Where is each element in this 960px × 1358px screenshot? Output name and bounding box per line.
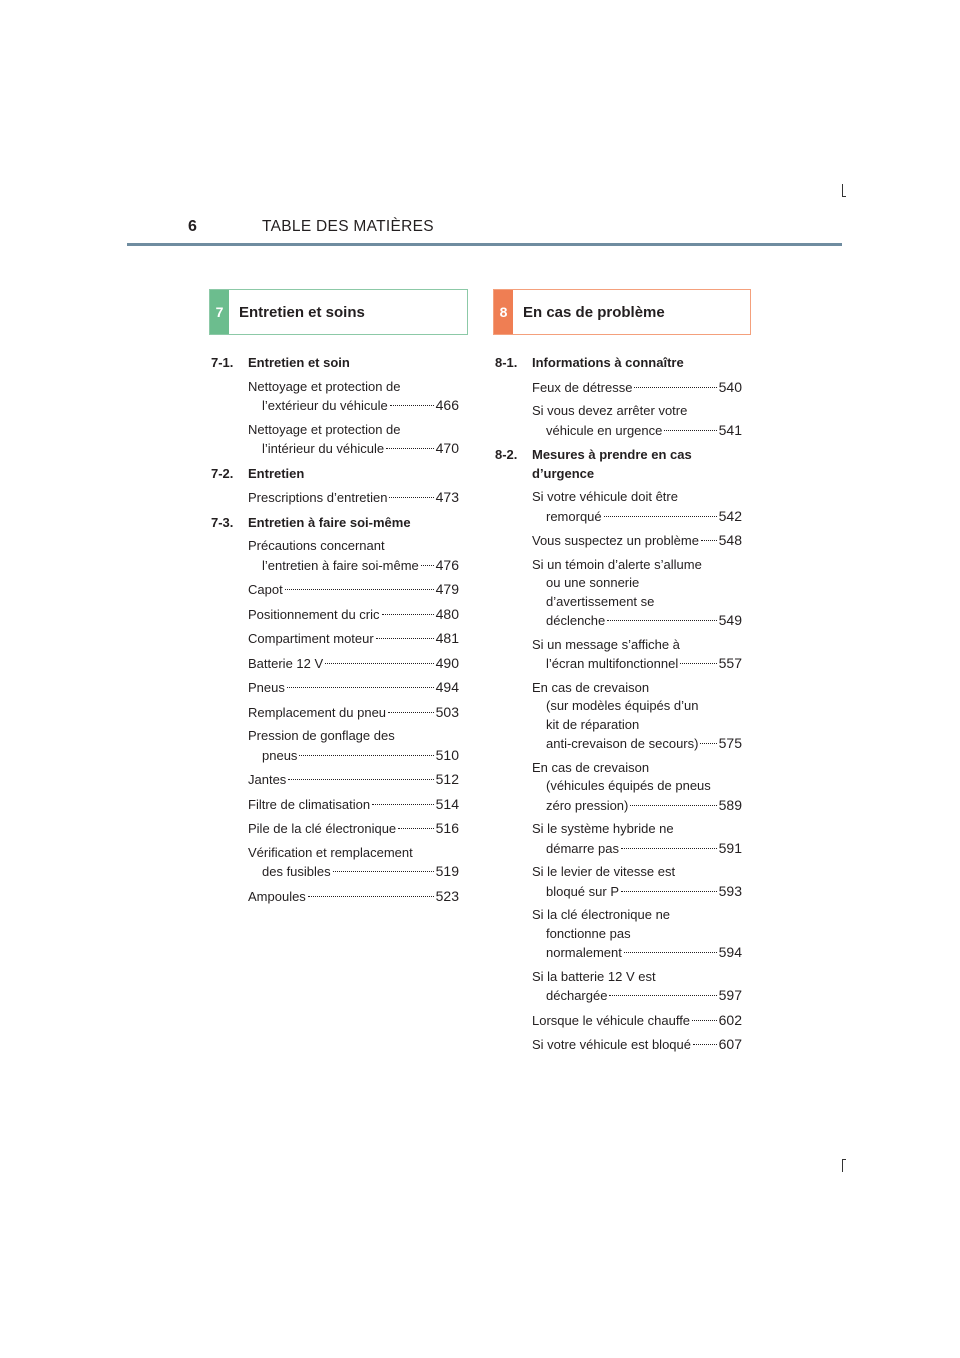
toc-entry[interactable] (532, 531, 742, 551)
chapter-8-header (493, 289, 751, 335)
entry-title: Positionnement du cric (248, 606, 380, 622)
entry-title: En cas de crevaison (532, 679, 650, 695)
entry-title: Si votre véhicule est bloqué (532, 1037, 691, 1052)
toc-entry[interactable] (532, 906, 742, 963)
section-title (248, 354, 459, 373)
entry-title-cont: fonctionne pas (546, 925, 631, 941)
section-title-text: Informations à connaître (532, 355, 684, 370)
toc-section (211, 514, 459, 907)
chapter-8-number: 8 (494, 290, 513, 334)
entry-line (248, 488, 459, 508)
entry-page-number: 516 (435, 820, 459, 836)
dot-leader (624, 952, 717, 953)
toc-entry[interactable] (248, 629, 459, 649)
dot-leader (299, 755, 433, 756)
section-number: 8-2. (495, 447, 518, 462)
entry-page-number: 481 (435, 630, 459, 646)
toc-entry[interactable] (248, 795, 459, 815)
crop-mark-bottom (842, 1159, 843, 1172)
section-title (248, 465, 459, 484)
entry-page-number: 480 (435, 605, 459, 622)
entry-line (248, 605, 459, 625)
entry-page-number: 549 (718, 612, 742, 628)
toc-entry[interactable] (248, 844, 459, 882)
page-title: TABLE DES MATIÈRES (262, 218, 434, 235)
entry-title: Nettoyage et protection de (248, 421, 401, 437)
entry-title-cont: anti-crevaison de secours) (546, 736, 699, 751)
entry-title: Pression de gonflage des (248, 728, 395, 743)
section-title (248, 514, 459, 533)
entry-line (532, 1011, 742, 1031)
section-number: 8-1. (495, 355, 518, 370)
crop-mark-top (842, 184, 843, 197)
entry-title: Pneus (248, 680, 285, 695)
entry-page-number: 494 (435, 679, 459, 695)
entry-line (532, 1035, 742, 1055)
toc-entry[interactable] (248, 703, 459, 723)
entry-line (532, 611, 742, 631)
dot-leader (376, 638, 434, 639)
header-rule (127, 243, 842, 246)
dot-leader (288, 779, 433, 780)
entry-page-number: 479 (435, 581, 459, 597)
dot-leader (389, 497, 433, 498)
dot-leader (680, 663, 716, 664)
toc-entry[interactable] (532, 820, 742, 858)
section-number: 7-2. (211, 465, 234, 481)
entry-title: Filtre de climatisation (248, 796, 371, 812)
entry-line (248, 795, 459, 815)
page-number: 6 (188, 218, 197, 235)
entry-page-number: 542 (718, 507, 742, 524)
entry-line (248, 862, 459, 882)
toc-section (495, 446, 742, 1055)
entry-line (248, 439, 459, 459)
entry-page-number: 607 (718, 1036, 742, 1052)
entry-title-cont: pneus (262, 747, 298, 763)
entry-title-cont: véhicule en urgence (546, 422, 663, 438)
dot-leader (325, 663, 433, 664)
section-title (532, 446, 742, 483)
entry-title-cont: (sur modèles équipés d’un (546, 698, 699, 713)
entry-page-number: 541 (718, 421, 742, 438)
entry-title: Si le système hybride ne (532, 821, 674, 836)
entry-title: Batterie 12 V (248, 655, 324, 671)
dot-leader (630, 805, 716, 806)
toc-entry[interactable] (532, 556, 742, 631)
dot-leader (700, 743, 716, 744)
entry-title-cont: l’écran multifonctionnel (546, 656, 679, 671)
entry-page-number: 602 (718, 1011, 742, 1028)
entry-page-number: 514 (435, 795, 459, 812)
entry-title: Compartiment moteur (248, 631, 374, 646)
entry-page-number: 540 (718, 378, 742, 395)
section-title (532, 354, 742, 373)
entry-title-cont: zéro pression) (546, 797, 629, 813)
entry-title: Si un message s’affiche à (532, 636, 680, 652)
dot-leader (398, 828, 433, 829)
dot-leader (388, 712, 434, 713)
entry-title: Vous suspectez un problème (532, 533, 699, 548)
toc-entry[interactable] (248, 580, 459, 600)
entry-line (248, 556, 459, 576)
toc-entry[interactable] (532, 968, 742, 1006)
toc-entry[interactable] (532, 402, 742, 440)
entry-title-cont: bloqué sur P (546, 883, 619, 899)
dot-leader (664, 430, 716, 431)
toc-entry[interactable] (248, 727, 459, 765)
toc-entry[interactable] (248, 887, 459, 907)
dot-leader (386, 448, 434, 449)
entry-title: Pile de la clé électronique (248, 821, 397, 836)
entry-line (532, 839, 742, 859)
toc-entry[interactable] (248, 537, 459, 575)
section-number: 7-3. (211, 514, 234, 530)
entry-page-number: 473 (435, 489, 459, 505)
entry-title-cont: déchargée (546, 988, 608, 1003)
entry-title: Nettoyage et protection de (248, 378, 401, 394)
toc-entry[interactable] (532, 759, 742, 816)
entry-title: Prescriptions d’entretien (248, 490, 388, 505)
dot-leader (285, 589, 434, 590)
dot-leader (609, 995, 716, 996)
entry-page-number: 466 (435, 397, 459, 413)
entry-title: Si le levier de vitesse est (532, 864, 676, 879)
toc-entry[interactable] (532, 679, 742, 754)
entry-page-number: 512 (435, 771, 459, 787)
section-title-text: Entretien à faire soi-même (248, 514, 411, 530)
entry-page-number: 519 (435, 863, 459, 879)
toc-column-chapter-8 (495, 354, 742, 1061)
dot-leader (693, 1044, 717, 1045)
section-number: 7-1. (211, 355, 234, 370)
entry-page-number: 589 (718, 796, 742, 813)
entry-line (532, 654, 742, 674)
entry-line (248, 678, 459, 698)
dot-leader (701, 540, 717, 541)
entry-line (248, 887, 459, 907)
chapter-7-number: 7 (210, 290, 229, 334)
toc-section (495, 354, 742, 440)
dot-leader (621, 891, 717, 892)
entry-title: Lorsque le véhicule chauffe (532, 1012, 691, 1028)
chapter-7-header (209, 289, 468, 335)
entry-line (248, 819, 459, 839)
entry-page-number: 593 (718, 882, 742, 899)
section-title-text-cont: d’urgence (532, 465, 595, 481)
entry-title-cont: (véhicules équipés de pneus (546, 778, 711, 793)
entry-title: Feux de détresse (532, 379, 633, 395)
toc-entry[interactable] (248, 678, 459, 698)
toc-entry[interactable] (248, 605, 459, 625)
entry-page-number: 557 (718, 655, 742, 671)
entry-line (248, 580, 459, 600)
entry-line (248, 396, 459, 416)
entry-page-number: 476 (435, 556, 459, 573)
entry-line (532, 531, 742, 551)
dot-leader (382, 614, 434, 615)
toc-section (211, 354, 459, 459)
entry-line (532, 882, 742, 902)
toc-entry[interactable] (532, 1035, 742, 1055)
entry-title: Si la clé électronique ne (532, 907, 671, 922)
entry-title-cont: kit de réparation (546, 716, 640, 732)
dot-leader (287, 687, 434, 688)
toc-entry[interactable] (248, 488, 459, 508)
section-title-text: Entretien et soin (248, 355, 350, 370)
toc-entry[interactable] (532, 636, 742, 674)
dot-leader (308, 896, 434, 897)
dot-leader (390, 405, 434, 406)
toc-entry[interactable] (248, 819, 459, 839)
entry-title: Si votre véhicule doit être (532, 489, 678, 504)
entry-line (248, 703, 459, 723)
entry-line (532, 507, 742, 527)
entry-page-number: 510 (435, 746, 459, 763)
dot-leader (692, 1020, 717, 1021)
entry-line (248, 746, 459, 766)
entry-title: Remplacement du pneu (248, 704, 387, 720)
entry-line (532, 796, 742, 816)
entry-title: Jantes (248, 772, 287, 787)
entry-title: Si la batterie 12 V est (532, 968, 656, 984)
dot-leader (607, 620, 716, 621)
entry-title-cont: l’entretien à faire soi-même (262, 557, 419, 573)
toc-entry[interactable] (248, 378, 459, 416)
toc-entry[interactable] (532, 488, 742, 526)
toc-entry[interactable] (532, 378, 742, 398)
entry-title: Si vous devez arrêter votre (532, 403, 688, 418)
entry-line (532, 378, 742, 398)
toc-entry[interactable] (248, 654, 459, 674)
entry-title-cont: ou une sonnerie (546, 575, 640, 590)
toc-entry[interactable] (532, 863, 742, 901)
entry-title-cont: l’extérieur du véhicule (262, 398, 388, 413)
entry-title-cont: des fusibles (262, 864, 331, 879)
entry-line (532, 986, 742, 1006)
entry-line (248, 654, 459, 674)
toc-entry[interactable] (248, 421, 459, 459)
toc-entry[interactable] (248, 770, 459, 790)
dot-leader (333, 871, 434, 872)
entry-title: Capot (248, 582, 283, 597)
entry-title: Ampoules (248, 888, 306, 904)
dot-leader (372, 804, 434, 805)
section-title-text: Mesures à prendre en cas (532, 447, 692, 462)
toc-section (211, 465, 459, 508)
toc-column-chapter-7 (211, 354, 459, 912)
entry-line (248, 770, 459, 790)
entry-title: En cas de crevaison (532, 759, 650, 775)
toc-entry[interactable] (532, 1011, 742, 1031)
entry-page-number: 523 (435, 887, 459, 904)
section-title-text: Entretien (248, 465, 305, 481)
entry-page-number: 597 (718, 987, 742, 1003)
entry-title: Vérification et remplacement (248, 844, 413, 860)
entry-page-number: 594 (718, 944, 742, 960)
entry-line (248, 629, 459, 649)
dot-leader (634, 387, 716, 388)
entry-line (532, 734, 742, 754)
entry-title-cont: normalement (546, 945, 622, 960)
entry-title-cont: démarre pas (546, 840, 619, 856)
entry-title-cont: déclenche (546, 613, 606, 628)
dot-leader (604, 516, 717, 517)
entry-title: Si un témoin d’alerte s’allume (532, 556, 702, 572)
entry-page-number: 490 (435, 654, 459, 671)
dot-leader (421, 565, 434, 566)
entry-page-number: 470 (435, 440, 459, 456)
entry-title-cont: d’avertissement se (546, 593, 655, 609)
entry-title-cont: remorqué (546, 508, 602, 524)
entry-page-number: 591 (718, 839, 742, 856)
chapter-7-title: Entretien et soins (239, 303, 365, 321)
entry-title-cont: l’intérieur du véhicule (262, 441, 385, 456)
entry-page-number: 575 (718, 735, 742, 751)
entry-line (532, 943, 742, 963)
entry-page-number: 548 (718, 532, 742, 548)
entry-line (532, 421, 742, 441)
entry-title: Précautions concernant (248, 538, 385, 553)
entry-page-number: 503 (435, 703, 459, 720)
dot-leader (621, 848, 717, 849)
chapter-8-title: En cas de problème (523, 303, 665, 321)
